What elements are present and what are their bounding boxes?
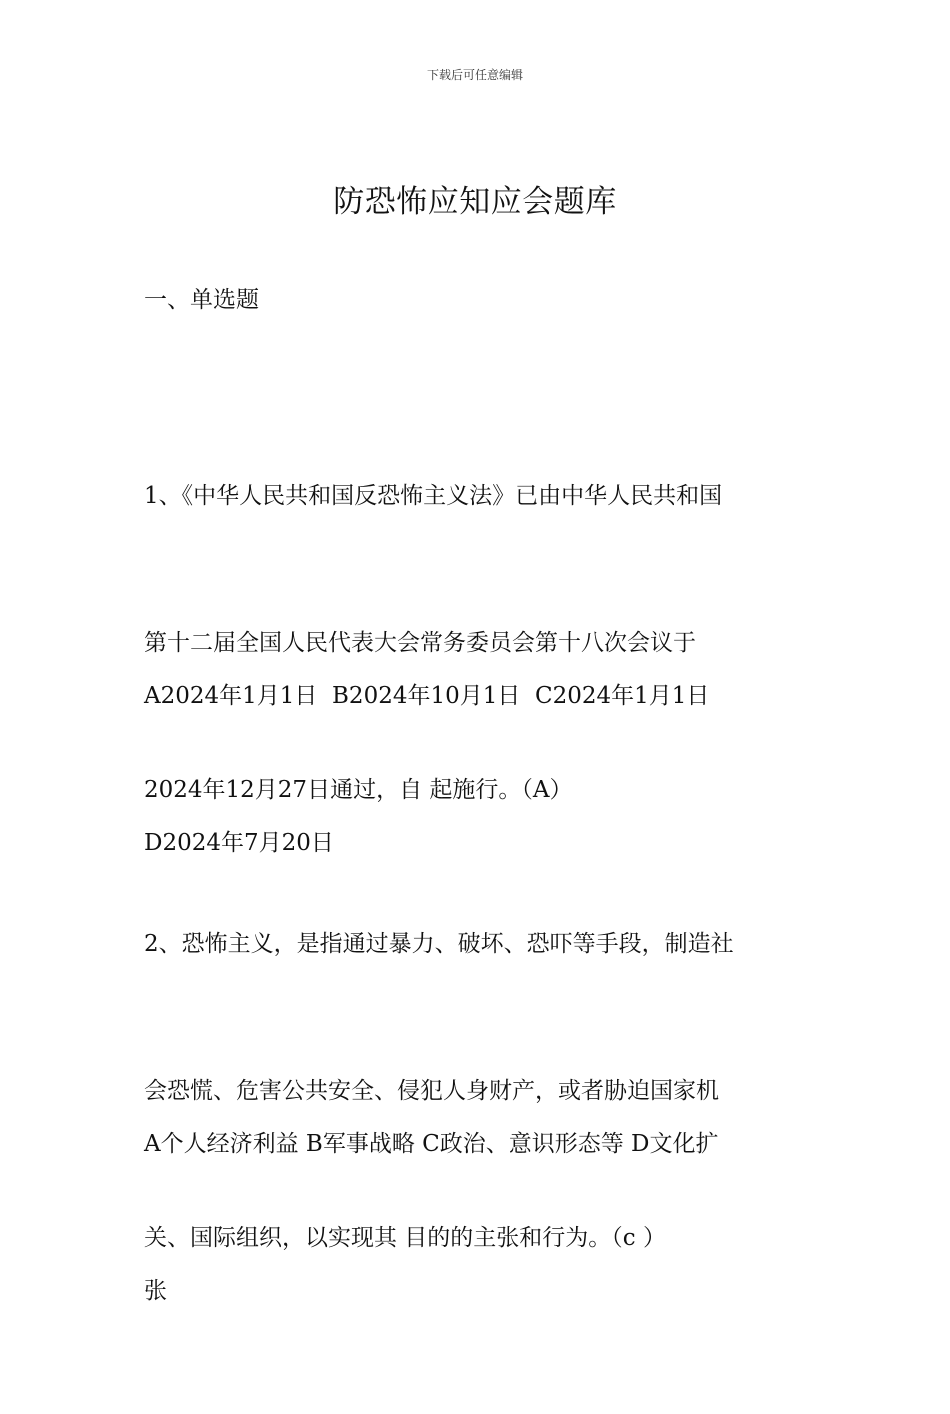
header-note: 下载后可任意编辑 (426, 68, 523, 82)
document-title: 防恐怖应知应会题库 (333, 184, 617, 220)
question-2-options-line: 张 (144, 1278, 167, 1304)
question-2-stem-line: 关、国际组织，以实现其 目的的主张和行为。（c ） (144, 1225, 667, 1251)
question-1-stem-line: 第十二届全国人民代表大会常务委员会第十八次会议于 (144, 630, 696, 656)
question-1-stem-line: 1、《中华人民共和国反恐怖主义法》已由中华人民共和国 (144, 483, 723, 509)
question-2-stem-line: 2、恐怖主义，是指通过暴力、破坏、恐吓等手段，制造社 (144, 931, 734, 957)
question-2-options-line: A个人经济利益 B军事战略 C政治、意识形态等 D文化扩 (144, 1131, 719, 1157)
question-1-stem-line: 2024年12月27日通过，自 起施行。（A） (144, 777, 573, 803)
question-2-options (144, 1022, 809, 1414)
section-heading: 一、单选题 (144, 287, 259, 313)
question-2-stem-line: 会恐慌、危害公共安全、侵犯人身财产，或者胁迫国家机 (144, 1078, 719, 1104)
question-1-options-line: D2024年7月20日 (144, 830, 334, 856)
question-1-options-line: A2024年1月1日 B2024年10月1日 C2024年1月1日 (144, 683, 710, 709)
